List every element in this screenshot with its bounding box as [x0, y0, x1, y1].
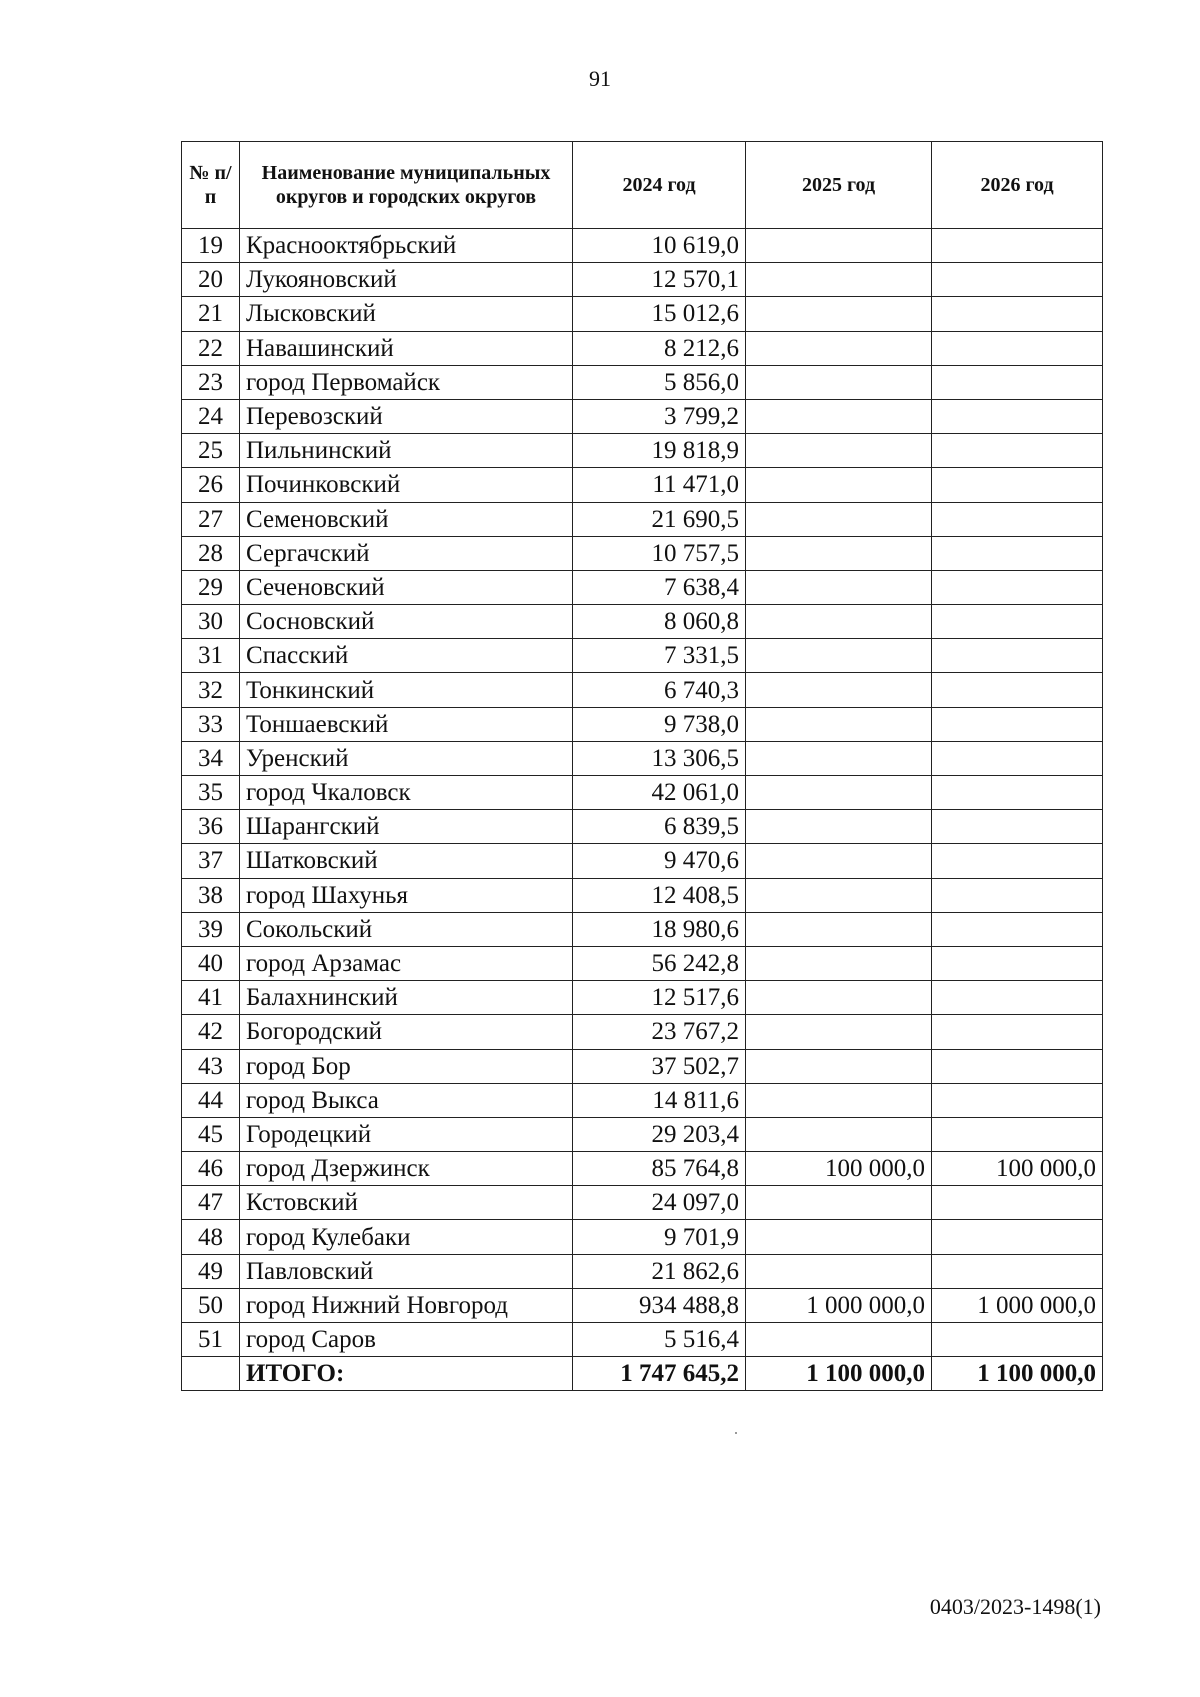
- cell-2026: 100 000,0: [932, 1152, 1103, 1186]
- cell-name: город Первомайск: [240, 365, 573, 399]
- cell-2026: [932, 673, 1103, 707]
- table-row: [182, 536, 1103, 570]
- cell-name: город Бор: [240, 1049, 573, 1083]
- table-row: [182, 1254, 1103, 1288]
- header-2024: 2024 год: [573, 142, 746, 229]
- cell-2024: 19 818,9: [573, 434, 746, 468]
- header-name: Наименование муниципальных округов и городских округов: [240, 142, 573, 229]
- cell-2025: [746, 605, 932, 639]
- cell-2026: [932, 810, 1103, 844]
- table-row: [182, 1083, 1103, 1117]
- cell-num: 48: [182, 1220, 240, 1254]
- cell-name: Шарангский: [240, 810, 573, 844]
- cell-2025: [746, 673, 932, 707]
- cell-num: 35: [182, 776, 240, 810]
- cell-2024: 15 012,6: [573, 297, 746, 331]
- total-row: [182, 1357, 1103, 1391]
- cell-2024: 56 242,8: [573, 946, 746, 980]
- cell-2024: 6 740,3: [573, 673, 746, 707]
- cell-2026: [932, 468, 1103, 502]
- cell-name: Тоншаевский: [240, 707, 573, 741]
- cell-name: город Выкса: [240, 1083, 573, 1117]
- cell-num: 36: [182, 810, 240, 844]
- cell-name: Павловский: [240, 1254, 573, 1288]
- cell-2026: [932, 1323, 1103, 1357]
- table-row: [182, 1117, 1103, 1151]
- cell-2026: [932, 639, 1103, 673]
- cell-2025: [746, 331, 932, 365]
- header-2026: 2026 год: [932, 142, 1103, 229]
- cell-num: 51: [182, 1323, 240, 1357]
- cell-name: Балахнинский: [240, 981, 573, 1015]
- cell-2026: [932, 1254, 1103, 1288]
- cell-2026: [932, 365, 1103, 399]
- cell-num: 32: [182, 673, 240, 707]
- cell-2024: 934 488,8: [573, 1288, 746, 1322]
- cell-num: 28: [182, 536, 240, 570]
- cell-num: 50: [182, 1288, 240, 1322]
- cell-num: 38: [182, 878, 240, 912]
- cell-name: Сергачский: [240, 536, 573, 570]
- cell-2026: [932, 1015, 1103, 1049]
- table-row: [182, 707, 1103, 741]
- cell-num: 37: [182, 844, 240, 878]
- cell-2025: [746, 297, 932, 331]
- table-row: [182, 878, 1103, 912]
- cell-2026: [932, 707, 1103, 741]
- table-row: [182, 1152, 1103, 1186]
- cell-2024: 9 701,9: [573, 1220, 746, 1254]
- cell-2025: [746, 1323, 932, 1357]
- cell-name: Сосновский: [240, 605, 573, 639]
- cell-2025: [746, 434, 932, 468]
- cell-num: 22: [182, 331, 240, 365]
- cell-name: Пильнинский: [240, 434, 573, 468]
- cell-num: 24: [182, 399, 240, 433]
- cell-num: 45: [182, 1117, 240, 1151]
- table-row: [182, 1049, 1103, 1083]
- table-body: [182, 229, 1103, 1391]
- cell-2026: [932, 502, 1103, 536]
- table-row: [182, 570, 1103, 604]
- cell-2024: 42 061,0: [573, 776, 746, 810]
- cell-2024: 29 203,4: [573, 1117, 746, 1151]
- cell-2025: [746, 981, 932, 1015]
- table-row: [182, 1220, 1103, 1254]
- cell-2025: [746, 946, 932, 980]
- cell-2025: [746, 1254, 932, 1288]
- cell-name: Городецкий: [240, 1117, 573, 1151]
- table-row: [182, 673, 1103, 707]
- cell-num: 29: [182, 570, 240, 604]
- cell-num: 19: [182, 229, 240, 263]
- page-number: 91: [589, 66, 611, 91]
- cell-2025: [746, 912, 932, 946]
- cell-2025: [746, 1220, 932, 1254]
- cell-2026: [932, 399, 1103, 433]
- cell-2024: 14 811,6: [573, 1083, 746, 1117]
- cell-2024: 10 757,5: [573, 536, 746, 570]
- table-row: [182, 502, 1103, 536]
- cell-2024: 12 517,6: [573, 981, 746, 1015]
- cell-2024: 85 764,8: [573, 1152, 746, 1186]
- cell-num: 31: [182, 639, 240, 673]
- cell-2026: [932, 1220, 1103, 1254]
- cell-2024: 7 638,4: [573, 570, 746, 604]
- total-cell-num: [182, 1357, 240, 1391]
- cell-2024: 24 097,0: [573, 1186, 746, 1220]
- cell-2024: 5 516,4: [573, 1323, 746, 1357]
- cell-2024: 13 306,5: [573, 741, 746, 775]
- cell-2024: 21 862,6: [573, 1254, 746, 1288]
- cell-2025: [746, 844, 932, 878]
- cell-2025: [746, 741, 932, 775]
- table-row: [182, 639, 1103, 673]
- table-header-row: [182, 142, 1103, 229]
- cell-2026: [932, 605, 1103, 639]
- cell-name: Лукояновский: [240, 263, 573, 297]
- header-2025: 2025 год: [746, 142, 932, 229]
- cell-num: 33: [182, 707, 240, 741]
- cell-num: 20: [182, 263, 240, 297]
- cell-2026: [932, 741, 1103, 775]
- cell-2025: [746, 810, 932, 844]
- cell-2025: [746, 502, 932, 536]
- cell-2025: [746, 399, 932, 433]
- cell-2024: 37 502,7: [573, 1049, 746, 1083]
- cell-2026: [932, 912, 1103, 946]
- cell-2026: 1 000 000,0: [932, 1288, 1103, 1322]
- cell-name: город Кулебаки: [240, 1220, 573, 1254]
- cell-num: 21: [182, 297, 240, 331]
- cell-name: Кстовский: [240, 1186, 573, 1220]
- cell-2025: [746, 570, 932, 604]
- cell-name: Богородский: [240, 1015, 573, 1049]
- document-id: 0403/2023-1498(1): [929, 1594, 1101, 1619]
- cell-2026: [932, 331, 1103, 365]
- table-row: [182, 1288, 1103, 1322]
- budget-table: [181, 141, 1103, 1391]
- cell-name: Сеченовский: [240, 570, 573, 604]
- cell-name: город Саров: [240, 1323, 573, 1357]
- cell-2024: 7 331,5: [573, 639, 746, 673]
- cell-name: город Шахунья: [240, 878, 573, 912]
- cell-2025: [746, 468, 932, 502]
- cell-2026: [932, 981, 1103, 1015]
- header-num: № п/п: [182, 142, 240, 229]
- total-cell-2024: 1 747 645,2: [573, 1357, 746, 1391]
- cell-2024: 5 856,0: [573, 365, 746, 399]
- table-row: [182, 605, 1103, 639]
- cell-2026: [932, 229, 1103, 263]
- cell-2026: [932, 1117, 1103, 1151]
- cell-2024: 6 839,5: [573, 810, 746, 844]
- table-row: [182, 844, 1103, 878]
- table-row: [182, 468, 1103, 502]
- cell-2024: 12 408,5: [573, 878, 746, 912]
- table-row: [182, 741, 1103, 775]
- table-row: [182, 399, 1103, 433]
- table-row: [182, 1015, 1103, 1049]
- cell-2026: [932, 263, 1103, 297]
- cell-num: 41: [182, 981, 240, 1015]
- cell-2025: [746, 1117, 932, 1151]
- table-row: [182, 981, 1103, 1015]
- table-row: [182, 1323, 1103, 1357]
- cell-2024: 11 471,0: [573, 468, 746, 502]
- cell-2026: [932, 844, 1103, 878]
- cell-num: 49: [182, 1254, 240, 1288]
- cell-2026: [932, 776, 1103, 810]
- total-cell-2026: 1 100 000,0: [932, 1357, 1103, 1391]
- total-cell-2025: 1 100 000,0: [746, 1357, 932, 1391]
- cell-num: 23: [182, 365, 240, 399]
- cell-2025: [746, 878, 932, 912]
- table-row: [182, 810, 1103, 844]
- total-cell-name: ИТОГО:: [240, 1357, 573, 1391]
- scan-dot: [735, 1432, 737, 1434]
- cell-name: Лысковский: [240, 297, 573, 331]
- cell-num: 25: [182, 434, 240, 468]
- cell-name: Уренский: [240, 741, 573, 775]
- cell-2025: [746, 639, 932, 673]
- cell-2025: [746, 707, 932, 741]
- table-row: [182, 946, 1103, 980]
- cell-name: Семеновский: [240, 502, 573, 536]
- cell-2025: [746, 1049, 932, 1083]
- cell-2026: [932, 946, 1103, 980]
- cell-num: 47: [182, 1186, 240, 1220]
- cell-2024: 18 980,6: [573, 912, 746, 946]
- cell-num: 39: [182, 912, 240, 946]
- table-row: [182, 331, 1103, 365]
- cell-name: город Нижний Новгород: [240, 1288, 573, 1322]
- cell-2024: 3 799,2: [573, 399, 746, 433]
- cell-name: город Чкаловск: [240, 776, 573, 810]
- cell-2024: 12 570,1: [573, 263, 746, 297]
- table-row: [182, 229, 1103, 263]
- cell-name: Тонкинский: [240, 673, 573, 707]
- cell-2024: 21 690,5: [573, 502, 746, 536]
- cell-2024: 8 060,8: [573, 605, 746, 639]
- cell-name: Спасский: [240, 639, 573, 673]
- cell-name: Сокольский: [240, 912, 573, 946]
- cell-2025: [746, 1186, 932, 1220]
- cell-2026: [932, 536, 1103, 570]
- cell-2026: [932, 1083, 1103, 1117]
- cell-name: город Дзержинск: [240, 1152, 573, 1186]
- cell-num: 46: [182, 1152, 240, 1186]
- cell-2025: 1 000 000,0: [746, 1288, 932, 1322]
- cell-2025: [746, 263, 932, 297]
- cell-name: Навашинский: [240, 331, 573, 365]
- table-row: [182, 912, 1103, 946]
- cell-num: 27: [182, 502, 240, 536]
- cell-2025: [746, 229, 932, 263]
- table-row: [182, 365, 1103, 399]
- cell-num: 30: [182, 605, 240, 639]
- cell-2025: [746, 365, 932, 399]
- cell-2025: [746, 1083, 932, 1117]
- cell-2024: 8 212,6: [573, 331, 746, 365]
- cell-name: Перевозский: [240, 399, 573, 433]
- table-row: [182, 297, 1103, 331]
- cell-2024: 9 738,0: [573, 707, 746, 741]
- table-row: [182, 1186, 1103, 1220]
- table-row: [182, 434, 1103, 468]
- table-row: [182, 776, 1103, 810]
- cell-2024: 9 470,6: [573, 844, 746, 878]
- cell-num: 26: [182, 468, 240, 502]
- cell-2026: [932, 878, 1103, 912]
- cell-2026: [932, 434, 1103, 468]
- cell-num: 44: [182, 1083, 240, 1117]
- cell-2024: 23 767,2: [573, 1015, 746, 1049]
- cell-num: 34: [182, 741, 240, 775]
- cell-2026: [932, 297, 1103, 331]
- cell-name: Шатковский: [240, 844, 573, 878]
- cell-name: город Арзамас: [240, 946, 573, 980]
- cell-num: 42: [182, 1015, 240, 1049]
- cell-2026: [932, 570, 1103, 604]
- cell-num: 43: [182, 1049, 240, 1083]
- cell-2024: 10 619,0: [573, 229, 746, 263]
- cell-name: Починковский: [240, 468, 573, 502]
- cell-2026: [932, 1186, 1103, 1220]
- cell-2026: [932, 1049, 1103, 1083]
- table-row: [182, 263, 1103, 297]
- cell-2025: [746, 536, 932, 570]
- cell-2025: [746, 776, 932, 810]
- cell-2025: 100 000,0: [746, 1152, 932, 1186]
- cell-2025: [746, 1015, 932, 1049]
- cell-name: Краснооктябрьский: [240, 229, 573, 263]
- cell-num: 40: [182, 946, 240, 980]
